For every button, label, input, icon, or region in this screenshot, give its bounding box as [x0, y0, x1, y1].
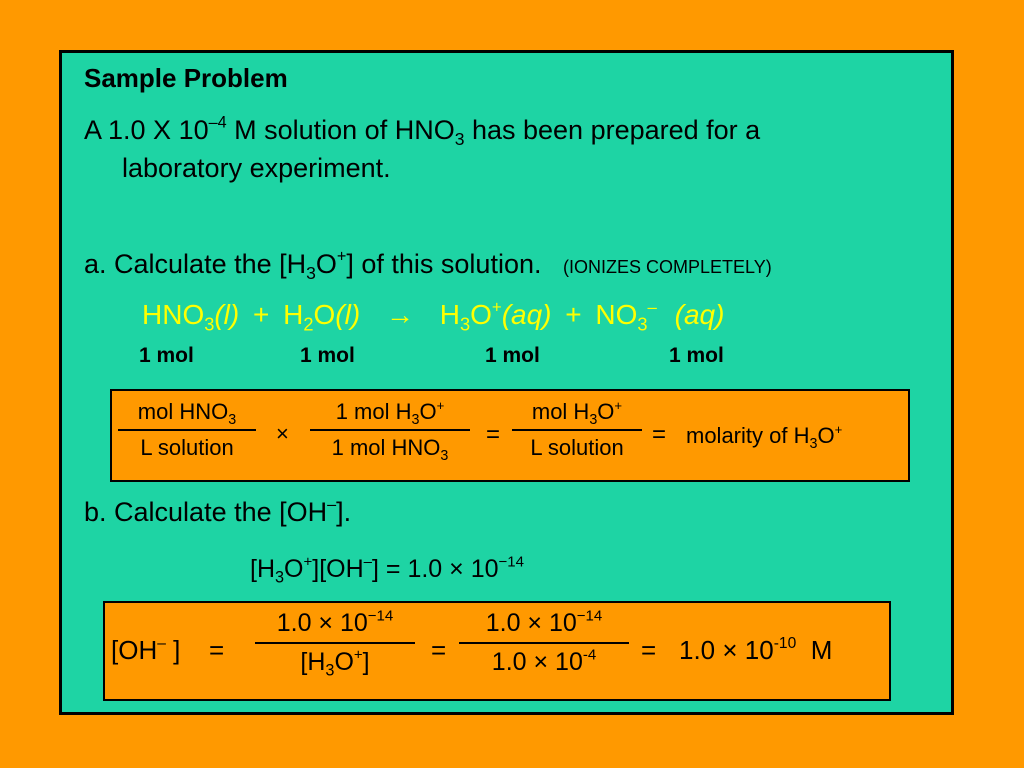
- fraction-bar: [512, 429, 642, 431]
- reactant-hno3: HNO: [142, 299, 205, 330]
- f2-den-sub: 3: [440, 447, 449, 464]
- kw-sub: 3: [275, 568, 285, 587]
- product-nitrate-sup: –: [647, 297, 657, 317]
- kw-b: O: [284, 555, 304, 583]
- kw-sup2: –: [363, 553, 373, 571]
- product-hydronium: H: [439, 299, 460, 330]
- res-a: 1.0 × 10: [679, 635, 774, 665]
- part-b-question: [84, 497, 351, 528]
- result-text: molarity of H: [686, 423, 810, 448]
- product-hydronium-sub: 3: [459, 314, 471, 335]
- plus-sign-2: +: [565, 299, 582, 330]
- fraction-numeric: [459, 609, 629, 677]
- part-a-question: [84, 247, 772, 284]
- fraction-bar: [310, 429, 470, 431]
- f3-num-sub: 3: [589, 412, 598, 428]
- kw-sup1: +: [303, 553, 313, 571]
- slide-panel: [59, 50, 954, 715]
- reactant-water-sub: 2: [303, 314, 314, 335]
- problem-subscript: 3: [454, 129, 465, 150]
- b2-f1-den-c: ]: [362, 647, 370, 676]
- mole-label-1: 1 mol: [139, 344, 194, 367]
- b2-f1-den-a: [H: [300, 647, 326, 676]
- part-a-mid: O: [315, 249, 337, 279]
- problem-text-post: has been prepared for a: [464, 115, 761, 145]
- part-b-post: ].: [336, 497, 352, 527]
- water-ion-product-equation: [250, 553, 524, 587]
- part-b-text: b. Calculate the [OH: [84, 497, 328, 527]
- problem-line-2: laboratory experiment.: [122, 153, 391, 183]
- ionization-equation: [142, 297, 725, 335]
- f3-num: mol H: [531, 399, 590, 424]
- equals-sign-2: =: [641, 635, 657, 665]
- product-nitrate: NO: [595, 299, 638, 330]
- b2-f2-num-exp: −14: [576, 607, 603, 625]
- result-sup: +: [834, 421, 843, 437]
- f1-den: L solution: [140, 434, 234, 460]
- f2-num-o: O: [419, 399, 437, 424]
- product-hydronium-o: O: [470, 299, 492, 330]
- hydroxide-result: [679, 635, 832, 666]
- f2-num-sub: 3: [411, 412, 420, 428]
- hydroxide-calculation-box: [103, 601, 891, 701]
- kw-d: ] = 1.0 × 10: [372, 555, 499, 583]
- fraction-mol-per-liter: [118, 399, 256, 461]
- b2-f2-num: 1.0 × 10: [485, 609, 577, 637]
- b2-f1-exp: −14: [367, 607, 394, 625]
- problem-exponent: –4: [208, 113, 227, 132]
- product-hydronium-sup: +: [491, 297, 502, 317]
- ionizes-note: (IONIZES COMPLETELY): [563, 257, 772, 277]
- equals-sign: =: [486, 421, 501, 448]
- f3-num-o: O: [597, 399, 615, 424]
- f1-num-sub: 3: [228, 412, 237, 428]
- b2-f1-den-b: O: [334, 647, 354, 676]
- fraction-mol-h3o-per-liter: [512, 399, 642, 461]
- reactant-hno3-state: (l): [214, 299, 240, 330]
- problem-text-mid: M solution of HNO: [226, 115, 455, 145]
- equals-sign-2: =: [652, 421, 667, 448]
- res-unit: M: [796, 635, 833, 665]
- molarity-conversion-box: [110, 389, 910, 482]
- part-a-sup: +: [336, 247, 347, 266]
- b2-f1-den-sub: 3: [325, 661, 335, 680]
- molarity-result: [686, 421, 843, 452]
- lhs-sup: –: [157, 635, 166, 653]
- f2-num-sup: +: [436, 397, 445, 413]
- b2-f1-num: 1.0 × 10: [276, 609, 368, 637]
- problem-text-pre: A 1.0 X 10: [84, 115, 209, 145]
- equals-sign-0: =: [209, 635, 225, 665]
- result-sub: 3: [809, 436, 818, 452]
- part-a-post: ] of this solution.: [346, 249, 542, 279]
- fraction-bar: [255, 642, 415, 644]
- lhs-b: ]: [165, 635, 181, 665]
- f3-den: L solution: [530, 434, 624, 460]
- fraction-bar: [118, 429, 256, 431]
- reactant-water-o: O: [313, 299, 336, 330]
- kw-c: ][OH: [312, 555, 364, 583]
- product-nitrate-sub: 3: [637, 314, 648, 335]
- fraction-kw-over-h3o: [255, 607, 415, 680]
- fraction-bar: [459, 642, 629, 644]
- f2-num: 1 mol H: [335, 399, 412, 424]
- equals-sign-1: =: [431, 635, 447, 665]
- oh-lhs: [111, 635, 180, 666]
- f1-num: mol HNO: [137, 399, 229, 424]
- kw-a: [H: [250, 555, 275, 583]
- mole-label-3: 1 mol: [485, 344, 540, 367]
- reactant-hno3-sub: 3: [204, 314, 215, 335]
- fraction-mole-ratio: [310, 397, 470, 464]
- reactant-water: H: [283, 299, 304, 330]
- kw-exp: −14: [498, 553, 524, 571]
- mole-label-4: 1 mol: [669, 344, 724, 367]
- result-o: O: [817, 423, 835, 448]
- b2-f2-den: 1.0 × 10: [491, 647, 583, 676]
- reactant-water-state: (l): [335, 299, 361, 330]
- product-hydronium-state: (aq): [501, 299, 552, 330]
- plus-sign: +: [253, 299, 270, 330]
- part-a-sub: 3: [306, 263, 316, 284]
- f3-num-sup: +: [614, 397, 623, 413]
- part-b-sup: –: [327, 495, 337, 514]
- reaction-arrow: →: [385, 299, 414, 330]
- slide-title: Sample Problem: [84, 63, 288, 93]
- res-exp: -10: [773, 635, 797, 653]
- times-sign: ×: [276, 421, 289, 446]
- lhs-a: [OH: [111, 635, 158, 665]
- part-a-text: a. Calculate the [H: [84, 249, 307, 279]
- problem-statement: [84, 111, 944, 187]
- mole-label-2: 1 mol: [300, 344, 355, 367]
- b2-f2-den-exp: -4: [582, 646, 597, 663]
- f2-den: 1 mol HNO: [331, 434, 441, 460]
- b2-f1-den-sup: +: [353, 646, 363, 663]
- product-nitrate-state: (aq): [674, 299, 725, 330]
